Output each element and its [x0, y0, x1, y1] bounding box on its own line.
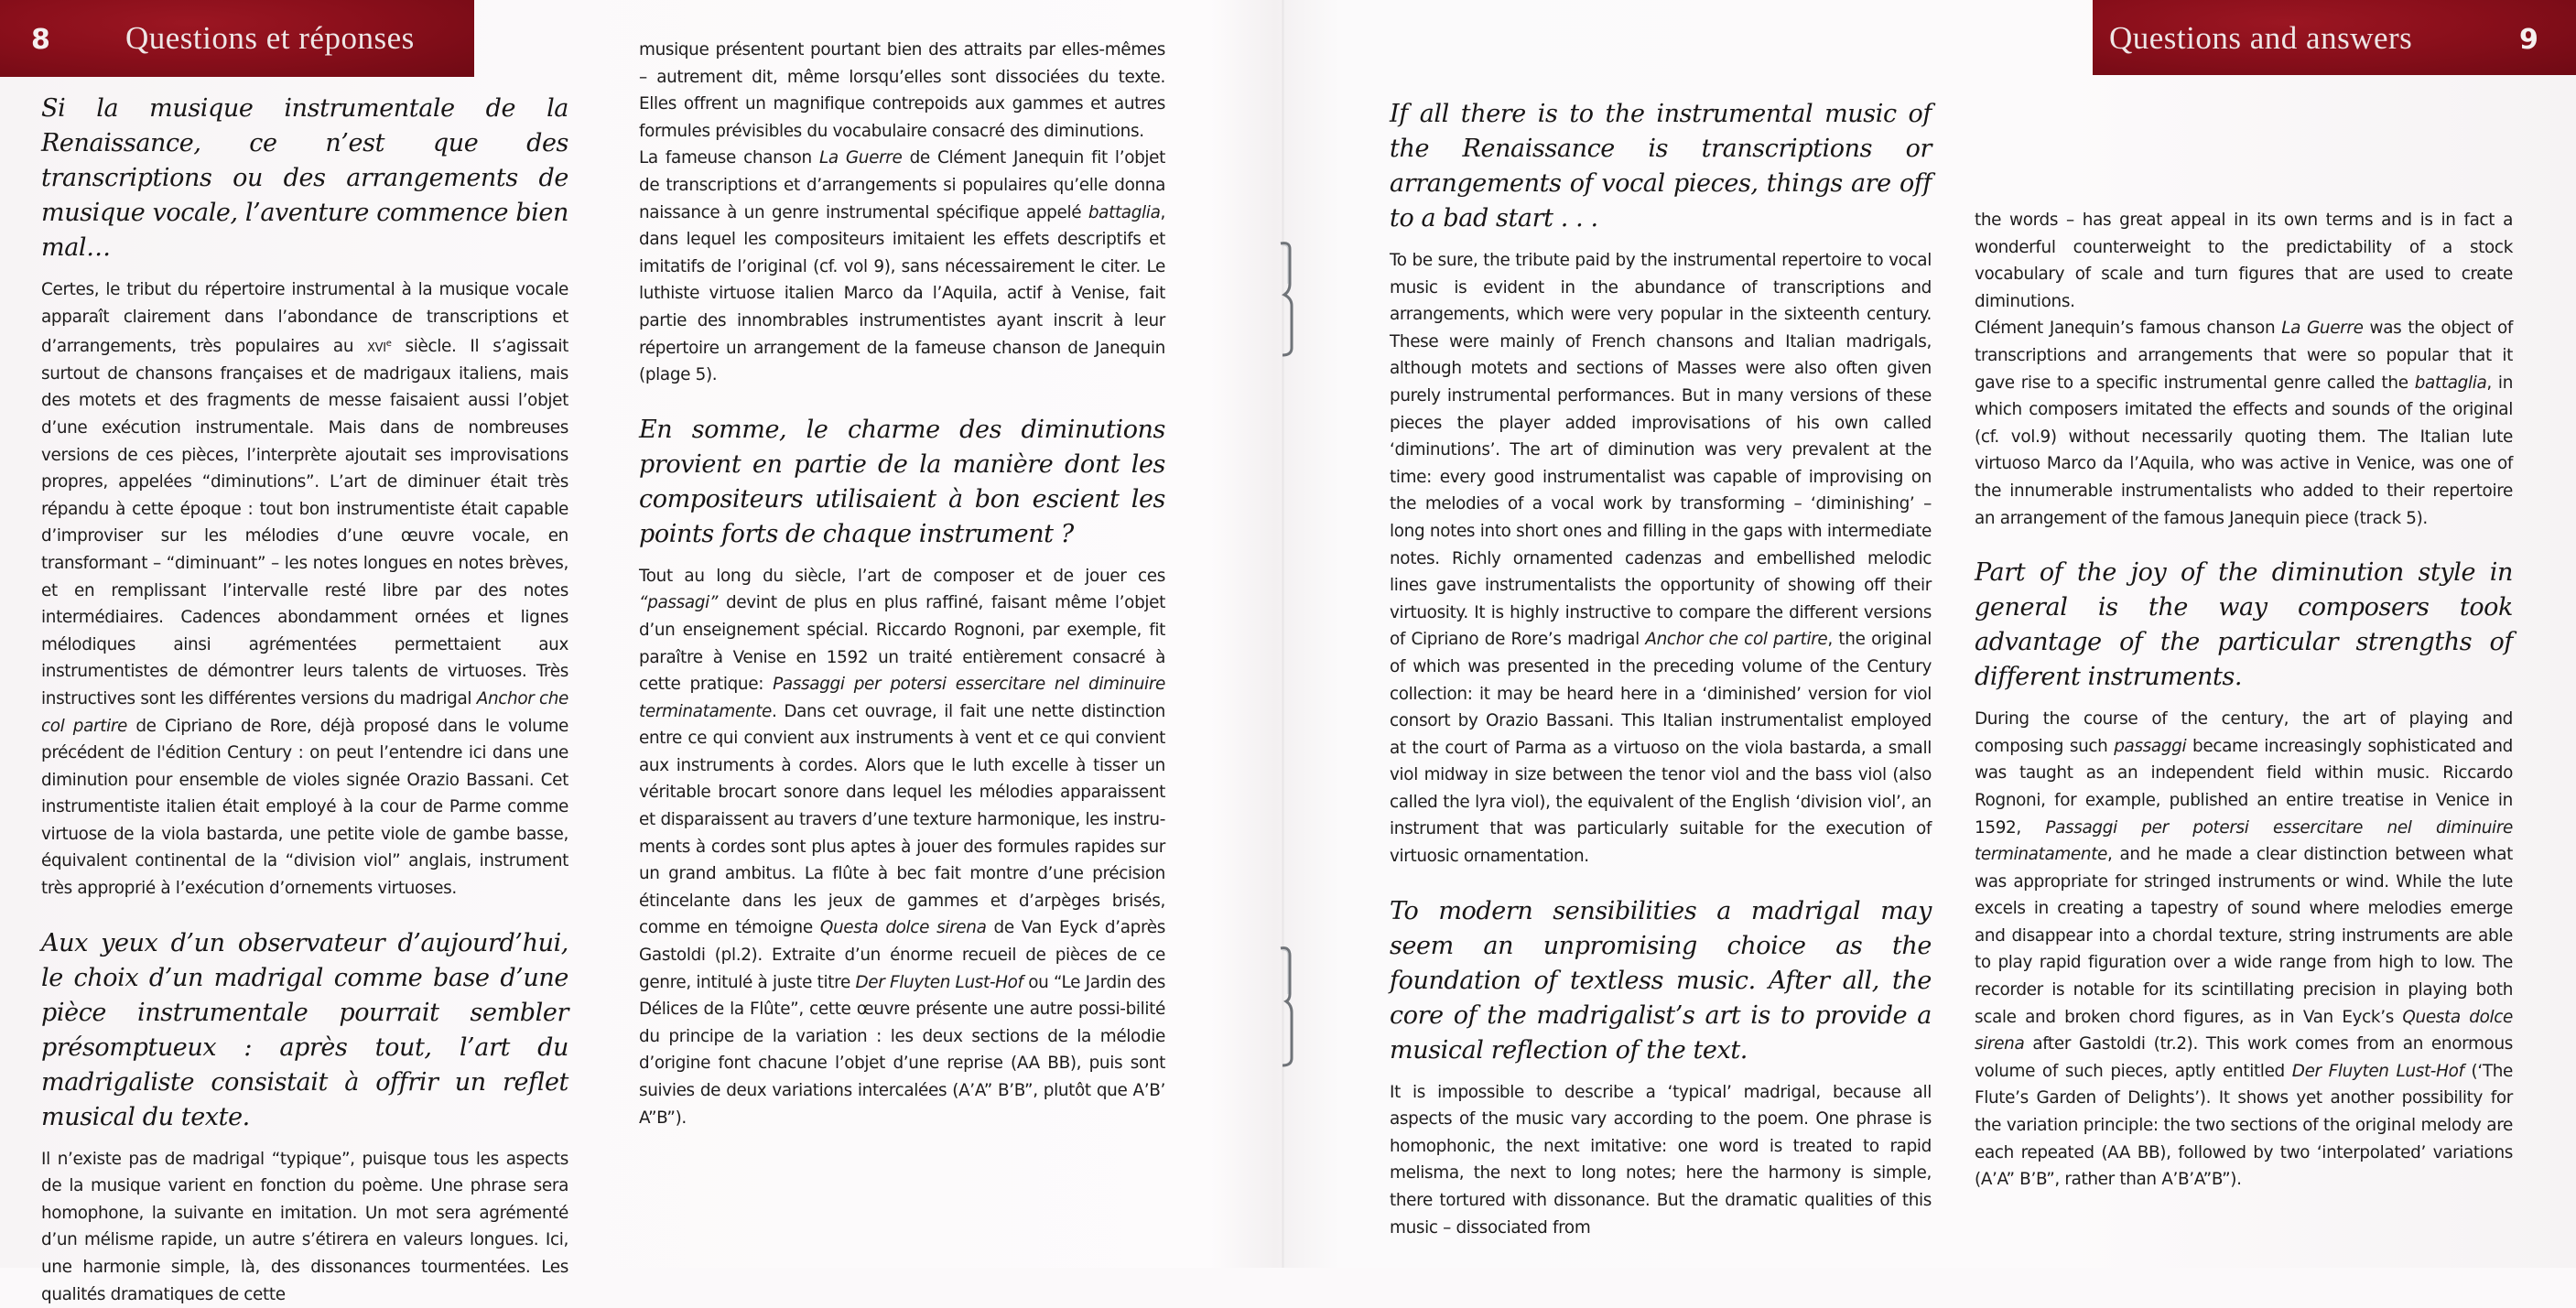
text-run: , and he made a clear distinction between what was appropriate for stringed instruments or wind. While the lute excels in creating a tapestry of sound where melodies emerge and disappear into a chordal texture, string instruments are able to play rapid figuration over a wide range from high to low. The recorder is notable for its scintillating precision in playing both scale and broken chord figures, as in Van Eyck’s: [1975, 845, 2513, 1027]
text-run: ou “Le Jardin des Délices de la Flûte”, cette œuvre présente une autre possi-bilité du principe de la variation : les deux sections de la mélodie d’origine font chacune l’objet d’une reprise (AA BB), puis sont suivies de deux variations intercalées (A’A” B’B”, plutôt que A’B’ A”B”).: [639, 972, 1165, 1128]
text-run: de Cipriano de Rore, déjà proposé dans le volume précédent de l'édition Century : on peut l’entendre ici dans une diminution pour ensemble de violes signée Orazio Bassani. Cet instrumentiste italien était employé à la cour de Parme comme virtuose de la viola bastarda, une petite viole de gambe basse, équivalent continental de la “division viol” anglais, instrument très approprié à l’exécution d’ornements virtuoses.: [41, 716, 568, 899]
body-paragraph: Il n’existe pas de madrigal “typique”, puisque tous les aspects de la musique varient en fonction du poème. Une phrase sera homophone, la suivante en imitation. Un mot sera agrémenté d’un mélisme rapide, un autre s’étirera en valeurs longues. Ici, une harmonie simple, là, des dissonances tourmentées. Les qualités dramatiques de cette: [41, 1149, 568, 1304]
text-run: (‘The Flute’s Garden of Delights’). It shows yet another possibility for the variation principle: the two sections of the original melody are each repeated (AA BB), followed by two ‘interpolated’ variations (A’A” B’B”, rather than A’B’A”B”).: [1975, 1061, 2513, 1190]
body-paragraph: [639, 145, 1165, 388]
text-run: de Clément Janequin fit l’objet de transcriptions et d’arrangements si populaires qu’elle donna naissance à un genre instrumental spécifique appelé: [639, 148, 1165, 222]
italic-title: Passaggi per potersi essercitare nel diminuire terminatamente: [639, 675, 1165, 721]
italic-term: passaggi: [2114, 736, 2187, 756]
italic-term: battaglia: [2414, 373, 2487, 393]
italic-title: Passaggi per potersi essercitare nel diminuire terminatamente: [1975, 817, 2513, 865]
staple-top: [1277, 240, 1297, 359]
staple-top-icon: [1277, 240, 1297, 359]
header-title-right: Questions and answers: [2109, 20, 2413, 56]
italic-title: Anchor che col partire: [1645, 630, 1828, 650]
text-run: Clément Janequin’s famous chanson: [1975, 319, 2282, 339]
question-heading: En somme, le charme des diminutions provient en partie de la manière dont les compositeurs utilisaient à bon escient les points forts de chaque instrument ?: [639, 415, 1165, 548]
italic-term: “passagi”: [639, 593, 719, 613]
staple-bottom-icon: [1277, 943, 1297, 1071]
column-english-1: [1390, 97, 1932, 1241]
column-french-1: [41, 92, 568, 1308]
question-heading: Aux yeux d’un observateur d’aujourd’hui, le choix d’un madrigal comme base d’une pièce instrumentale pourrait sembler présomptueux : après tout, l’art du madrigaliste consistait à offrir un reflet musical du texte.: [41, 928, 568, 1131]
question-heading: If all there is to the instrumental music of the Renaissance is transcriptions or arrangements of vocal pieces, things are off to a bad start . . .: [1390, 100, 1932, 232]
text-run: devint de plus en plus raffiné, faisant même l’objet d’un enseignement spécial. Riccardo Rognoni, par exemple, fit paraître à Venise en 1592 un traité entièrement consacré à cette pratique:: [639, 593, 1165, 695]
body-paragraph: [639, 563, 1165, 1131]
italic-term: battaglia: [1088, 202, 1161, 222]
column-english-2: [1975, 207, 2513, 1194]
text-run: , the original of which was presented in the preceding volume of the Century collection: it may be heard here in a ‘diminished’ version for viol consort by Orazio Bassani. This Italian instrumentalist employed at the court of Parma as a virtuoso on the viola bastarda, a small viol midway in size between the tenor viol and the bass viol (also called the lyra viol), the equivalent of the English ‘division viol’, an instrument that was particularly suitable for the execution of virtuosic ornamentation.: [1390, 630, 1932, 867]
header-bar-left: [0, 0, 474, 77]
text-run: . Dans cet ouvrage, il fait une nette distinction entre ce qui convient aux instruments à vent et ce qui convient aux instruments à cordes. Alors que le luth excelle à tisser un véritable brocart sonore dans lequel les mélodies apparaissent et disparaissent au travers d’une texture harmonique, les instru-ments à cordes sont plus aptes à jouer des formules rapides sur un grand ambitus. La flûte à bec fait montre d’une précision étincelante dans les jeux de gammes et d’arpèges brisés, comme en témoigne: [639, 701, 1165, 938]
header-bar-right: [2093, 0, 2576, 75]
center-fold: [1282, 0, 1284, 1268]
text-run: Tout au long du siècle, l’art de composer et de jouer ces: [639, 566, 1165, 586]
question-heading: Si la musique instrumentale de la Renaissance, ce n’est que des transcriptions ou des arrangements de musique vocale, l’aventure commence bien mal…: [41, 94, 568, 262]
text-run: was the object of transcriptions and arrangements that were so popular that it gave rise to a specific instrumental genre called the: [1975, 319, 2513, 393]
staple-bottom: [1277, 943, 1297, 1071]
text-run: Certes, le tribut du répertoire instrumental à la musique vocale apparaît clairement dans l’abondance de transcriptions et d’arrangements, très populaires au: [41, 280, 568, 357]
text-run: , in which composers imitated the effects and sounds of the original (cf. vol.9) without necessarily quoting them. The Italian lute virtuoso Marco da l’Aquila, who was active in Venice, was one of the innumerable instrumentalists who added to their repertoire an arrangement of the famous Janequin piece (track 5).: [1975, 373, 2513, 528]
text-run: siècle. Il s’agissait surtout de chansons françaises et de madrigaux italiens, mais des motets et des fragments de messe faisaient aussi l’objet d’une exécution instrumentale. Mais dans de nombreuses versions de ces pièces, l’interprète ajoutait ses improvisations propres, appelées “diminutions”. L’art de diminuer était très répandu à cette époque : tout bon instrumentiste était capable d’improviser sur les mélodies d’une œuvre vocale, en transformant – “diminuant” – les notes longues en notes brèves, et en remplissant l’intervalle resté libre par des notes intermédiaires. Cadences abondamment ornées et lignes mélodiques ainsi agrémentées permettaient aux instrumentistes de démontrer leurs talents de virtuoses. Très instructives sont les différentes versions du madrigal: [41, 337, 568, 708]
body-paragraph: It is impossible to describe a ‘typical’ madrigal, because all aspects of the music vary according to the poem. One phrase is homophonic, the next imitative: one word is treated to rapid melisma, the next to long notes; here the harmony is simple, there tortured with dissonance. But the dramatic qualities of this music – dissociated from: [1390, 1082, 1932, 1238]
body-paragraph: [1975, 315, 2513, 532]
superscript: e: [385, 339, 392, 350]
body-paragraph: [41, 276, 568, 903]
header-title-left: Questions et réponses: [125, 20, 415, 56]
italic-title: Questa dolce sirena: [819, 918, 987, 938]
century-numeral: xvi: [367, 337, 386, 357]
italic-title: Questa dolce sirena: [1975, 1007, 2513, 1054]
text-run: To be sure, the tribute paid by the instrumental repertoire to vocal music is evident in the abundance of transcriptions and arrangements, which were very popular in the sixteenth century. These were mainly of French chansons and Italian madrigals, although motets and sections of Masses were also often given purely instrumental performances. But in many versions of these pieces the player added improvisations of his own called ‘diminutions’. The art of diminution was very prevalent at the time: every good instrumentalist was capable of improvising on the melodies of a vocal work by transforming – ‘diminishing’ – long notes into short ones and filling in the gaps with intermediate notes. Richly ornamented cadenzas and embellished melodic lines gave instrumentalists the opportunity of showing off their virtuosity. It is highly instructive to compare the different versions of Cipriano de Rore’s madrigal: [1390, 251, 1932, 650]
body-paragraph: the words – has great appeal in its own terms and is in fact a wonderful counterweight to the predictability of a stock vocabulary of scale and turn figures that are used to create diminutions.: [1975, 211, 2513, 311]
question-heading: To modern sensibilities a madrigal may seem an unpromising choice as the foundation of textless music. After all, the core of the madrigalist’s art is to provide a musical reflection of the text.: [1390, 896, 1932, 1065]
text-run: became increasingly sophisticated and was taught as an independent field within music. Riccardo Rognoni, for example, published an entire treatise in Venice in 1592,: [1975, 736, 2514, 838]
text-run: La fameuse chanson: [639, 148, 819, 168]
body-paragraph: [1390, 247, 1932, 870]
page-number-left: 8: [31, 24, 50, 56]
italic-title: Der Fluyten Lust-Hof: [855, 972, 1023, 992]
question-heading: Part of the joy of the diminution style in general is the way composers took advantage of the particular strengths of different instruments.: [1975, 558, 2513, 692]
italic-title: Anchor che col partire: [41, 688, 568, 736]
page-number-right: 9: [2519, 24, 2538, 56]
text-run: During the course of the century, the art of playing and composing such: [1975, 709, 2513, 756]
body-paragraph: [1975, 706, 2513, 1194]
text-run: after Gastoldi (tr.2). This work comes from an enormous volume of such pieces, aptly entitled: [1975, 1034, 2513, 1081]
column-french-2: [639, 37, 1165, 1131]
body-paragraph: musique présentent pourtant bien des attraits par elles-mêmes – autrement dit, même lorsqu’elles sont dissociées du texte. Elles offrent un magnifique contrepoids aux gammes et autres formules prévisibles du vocabulaire consacré des diminutions.: [639, 40, 1165, 141]
italic-title: La Guerre: [818, 148, 903, 168]
italic-title: Der Fluyten Lust-Hof: [2291, 1061, 2464, 1081]
text-run: de Van Eyck d’après Gastoldi (pl.2). Extraite d’un énorme recueil de pièces de ce genre, intitulé à juste titre: [639, 918, 1165, 992]
text-run: , dans lequel les compositeurs imitaient les effets descriptifs et imitatifs de l’original (cf. vol 9), sans nécessairement le citer. Le luthiste virtuose italien Marco da l’Aquila, actif à Venise, fait partie des innombrables instrumentistes ayant inscrit à leur répertoire un arrangement de la fameuse chanson de Janequin (plage 5).: [639, 202, 1165, 385]
italic-title: La Guerre: [2281, 319, 2364, 339]
